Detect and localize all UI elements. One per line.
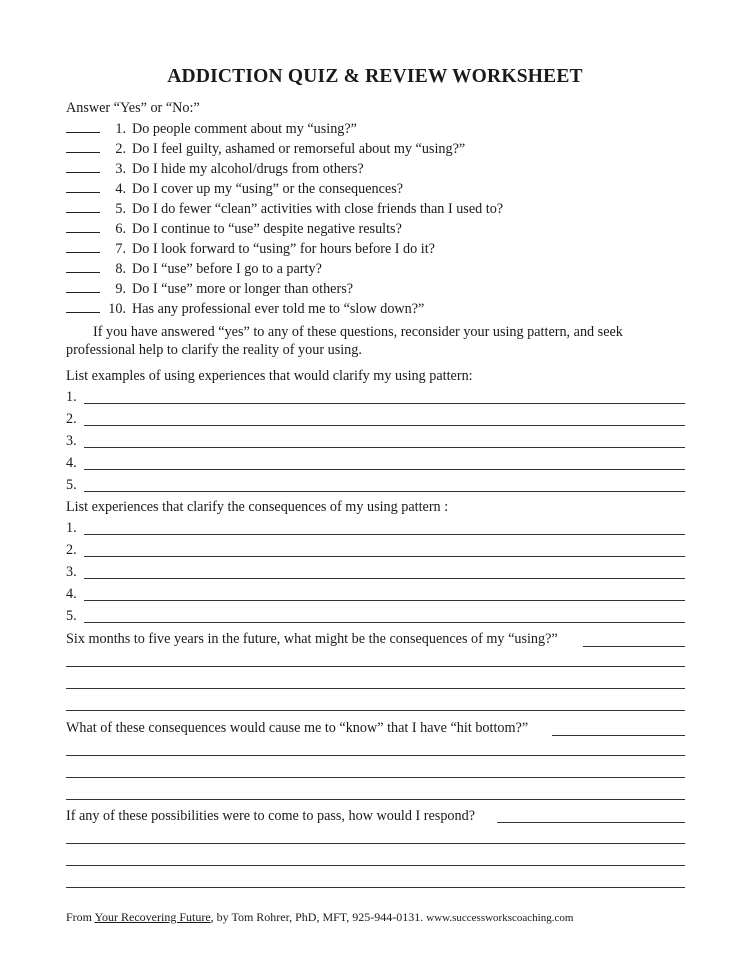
answer-blank[interactable]: [66, 280, 100, 293]
answer-line[interactable]: [66, 865, 685, 866]
answer-blank[interactable]: [66, 160, 100, 173]
hit-bottom-question: What of these consequences would cause me to “know” that I have “hit bottom?”: [66, 720, 529, 736]
answer-blank[interactable]: [66, 220, 100, 233]
answer-line[interactable]: [84, 578, 685, 579]
list1-item-number: 2.: [66, 411, 77, 427]
answer-line[interactable]: [583, 646, 685, 647]
advice-text-line-2: professional help to clarify the reality of your using.: [66, 342, 362, 358]
list2-item-number: 1.: [66, 520, 77, 536]
answer-blank[interactable]: [66, 180, 100, 193]
answer-line[interactable]: [84, 403, 685, 404]
future-consequences-question: Six months to five years in the future, what might be the consequences of my “using?”: [66, 631, 558, 647]
quiz-question: 1. Do people comment about my “using?”: [66, 120, 357, 138]
website-link[interactable]: www.successworkscoaching.com: [426, 912, 574, 924]
list1-item-number: 3.: [66, 433, 77, 449]
quiz-question: 9. Do I “use” more or longer than others?: [66, 280, 353, 298]
answer-blank[interactable]: [66, 260, 100, 273]
book-title: Your Recovering Future: [94, 910, 211, 924]
answer-line[interactable]: [84, 469, 685, 470]
answer-line[interactable]: [552, 735, 685, 736]
page-title: ADDICTION QUIZ & REVIEW WORKSHEET: [167, 66, 583, 87]
answer-line[interactable]: [66, 843, 685, 844]
answer-line[interactable]: [66, 777, 685, 778]
list1-item-number: 1.: [66, 389, 77, 405]
list1-heading: List examples of using experiences that would clarify my using pattern:: [66, 368, 473, 384]
answer-blank[interactable]: [66, 240, 100, 253]
answer-line[interactable]: [84, 534, 685, 535]
answer-blank[interactable]: [66, 200, 100, 213]
answer-line[interactable]: [66, 887, 685, 888]
answer-line[interactable]: [84, 425, 685, 426]
quiz-question: 4. Do I cover up my “using” or the consequences?: [66, 180, 403, 198]
answer-line[interactable]: [66, 710, 685, 711]
list2-item-number: 3.: [66, 564, 77, 580]
quiz-question: 6. Do I continue to “use” despite negative results?: [66, 220, 402, 238]
answer-line[interactable]: [84, 447, 685, 448]
answer-line[interactable]: [66, 799, 685, 800]
list2-heading: List experiences that clarify the consequences of my using pattern :: [66, 499, 449, 515]
list1-item-number: 5.: [66, 477, 77, 493]
list2-item-number: 4.: [66, 586, 77, 602]
answer-line[interactable]: [66, 688, 685, 689]
answer-line[interactable]: [84, 600, 685, 601]
answer-line[interactable]: [497, 822, 685, 823]
quiz-question: 5. Do I do fewer “clean” activities with close friends than I used to?: [66, 200, 503, 218]
answer-line[interactable]: [66, 666, 685, 667]
list2-item-number: 5.: [66, 608, 77, 624]
quiz-question: 7. Do I look forward to “using” for hours before I do it?: [66, 240, 435, 258]
list1-item-number: 4.: [66, 455, 77, 471]
quiz-question: 2. Do I feel guilty, ashamed or remorseful about my “using?”: [66, 140, 465, 158]
quiz-question: 8. Do I “use” before I go to a party?: [66, 260, 322, 278]
answer-blank[interactable]: [66, 300, 100, 313]
footer-credit: From Your Recovering Future, by Tom Rohrer, PhD, MFT, 925-944-0131. www.successworkscoaching.com: [66, 910, 574, 924]
answer-blank[interactable]: [66, 120, 100, 133]
answer-blank[interactable]: [66, 140, 100, 153]
advice-text-line-1: If you have answered “yes” to any of these questions, reconsider your using pattern, and seek: [93, 324, 623, 340]
answer-line[interactable]: [84, 556, 685, 557]
instruction-text: Answer “Yes” or “No:”: [66, 100, 200, 116]
answer-line[interactable]: [66, 755, 685, 756]
quiz-question: 3. Do I hide my alcohol/drugs from others?: [66, 160, 364, 178]
quiz-question: 10. Has any professional ever told me to “slow down?”: [66, 300, 424, 318]
answer-line[interactable]: [84, 491, 685, 492]
list2-item-number: 2.: [66, 542, 77, 558]
answer-line[interactable]: [84, 622, 685, 623]
response-question: If any of these possibilities were to come to pass, how would I respond?: [66, 808, 475, 824]
